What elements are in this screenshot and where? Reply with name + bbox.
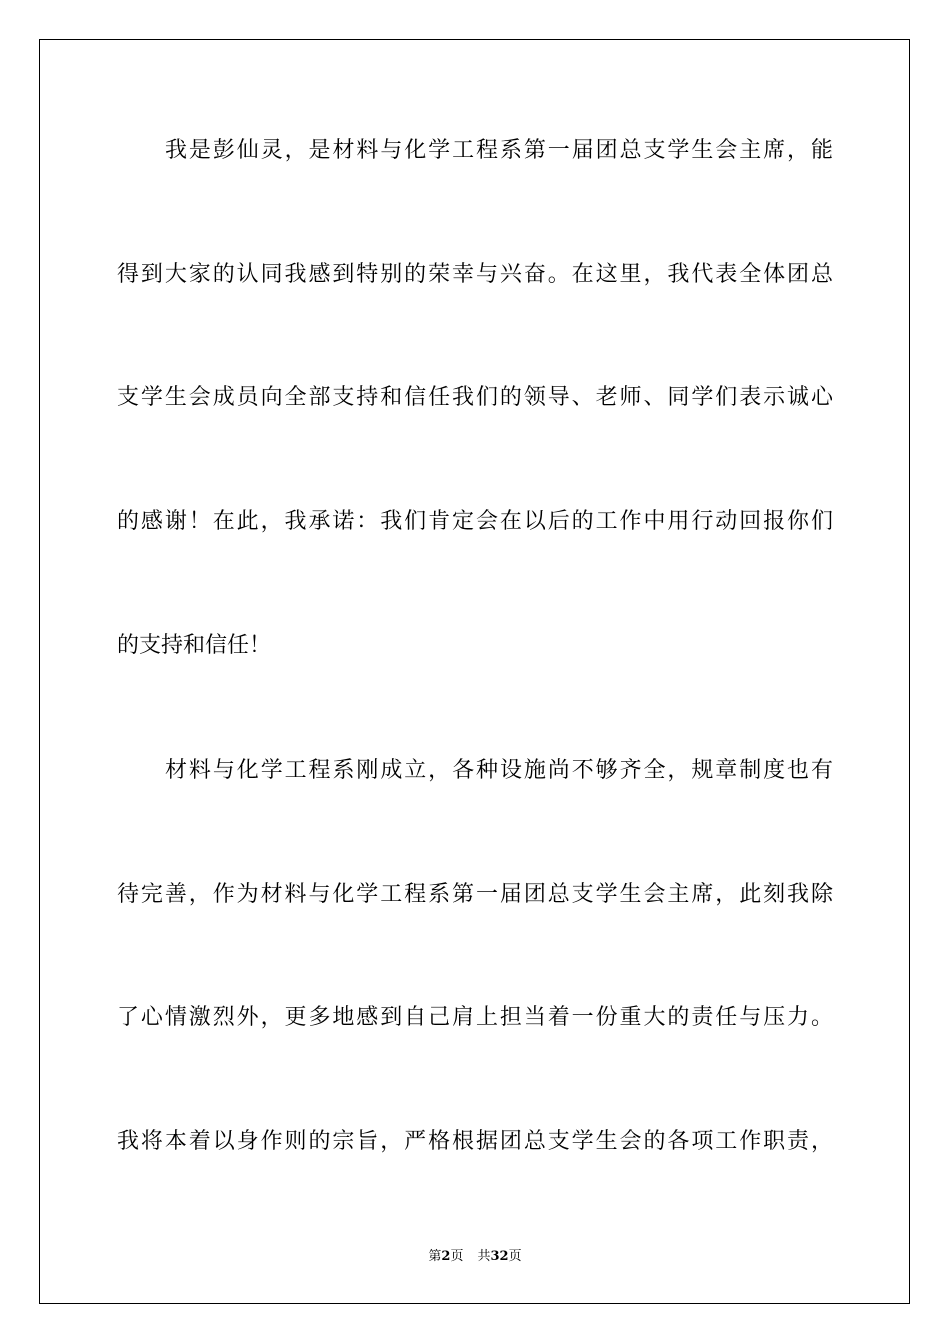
- paragraph-2-line-3: 了心情激烈外，更多地感到自己肩上担当着一份重大的责任与压力。: [117, 1005, 833, 1030]
- total-suffix: 页: [508, 1249, 522, 1264]
- paragraph-2-line-2: 待完善，作为材料与化学工程系第一届团总支学生会主席，此刻我除: [117, 882, 833, 907]
- paragraph-1-line-1: 我是彭仙灵，是材料与化学工程系第一届团总支学生会主席，能: [165, 138, 833, 163]
- total-pages: 32: [490, 1249, 509, 1264]
- page-suffix: 页: [450, 1249, 464, 1264]
- page-prefix: 第: [428, 1249, 442, 1264]
- total-prefix: 共: [477, 1249, 491, 1264]
- paragraph-2-line-4: 我将本着以身作则的宗旨，严格根据团总支学生会的各项工作职责，: [117, 1129, 833, 1154]
- paragraph-1-line-5: 的支持和信任！: [117, 633, 272, 658]
- paragraph-2-line-1: 材料与化学工程系刚成立，各种设施尚不够齐全，规章制度也有: [165, 758, 833, 783]
- page-border: [39, 39, 910, 1304]
- page-footer: [0, 1246, 950, 1268]
- paragraph-1-line-2: 得到大家的认同我感到特别的荣幸与兴奋。在这里，我代表全体团总: [117, 262, 833, 287]
- page-number: 2: [441, 1249, 451, 1264]
- paragraph-1-line-4: 的感谢！在此，我承诺：我们肯定会在以后的工作中用行动回报你们: [117, 509, 833, 534]
- paragraph-1-line-3: 支学生会成员向全部支持和信任我们的领导、老师、同学们表示诚心: [117, 385, 833, 410]
